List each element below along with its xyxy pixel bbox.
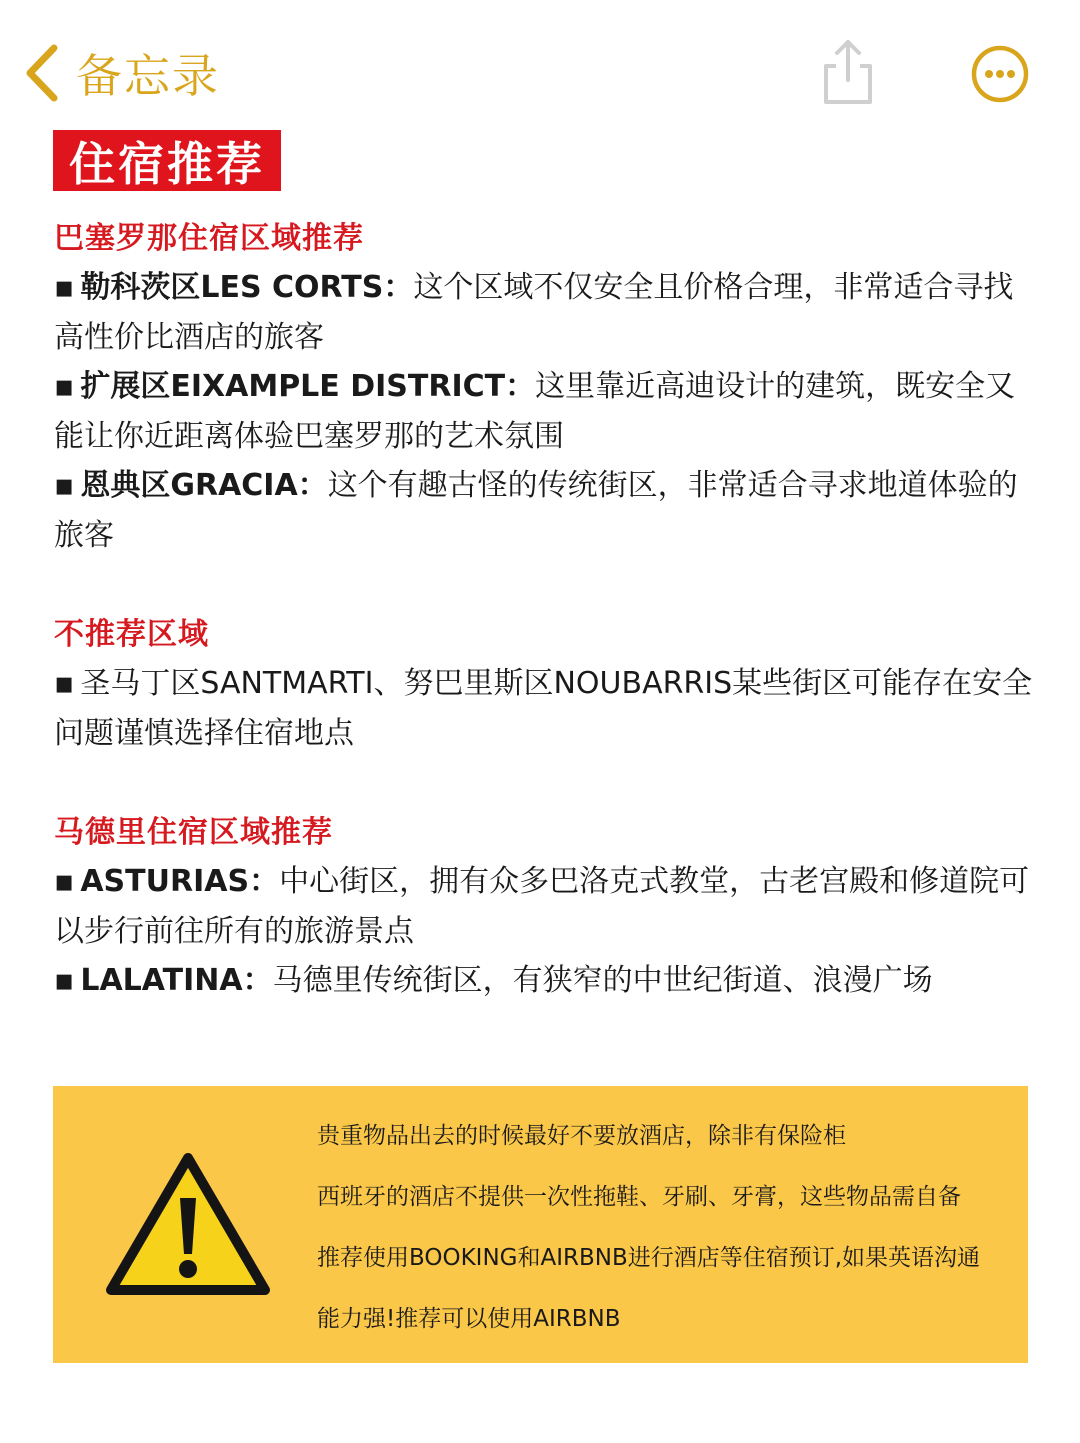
list-item (54, 659, 1034, 758)
list-item (54, 956, 1034, 1006)
list-item (54, 362, 1034, 461)
note-body (54, 214, 1034, 1006)
item-text: 马德里传统街区，有狭窄的中世纪街道、浪漫广场 (272, 963, 933, 998)
item-keyword: 扩展区EIXAMPLE DISTRICT： (80, 369, 536, 404)
list-item (54, 263, 1034, 362)
item-text: 这个区域不仅安全且价格合理，非常适合寻找高性价比酒店的旅客 (54, 270, 1014, 355)
bullet: ▪ (54, 666, 75, 701)
notice-line: 贵重物品出去的时候最好不要放酒店，除非有保险柜 (317, 1123, 846, 1149)
chevron-left-icon (22, 42, 62, 104)
item-keyword: 恩典区GRACIA： (80, 468, 328, 503)
section-heading-not-recommended: 不推荐区域 (54, 617, 209, 652)
notice-text (317, 1106, 1027, 1350)
item-text: 这个有趣古怪的传统街区，非常适合寻求地道体验的旅客 (54, 468, 1018, 553)
list-item (54, 857, 1034, 956)
bullet: ▪ (54, 270, 75, 305)
item-text: 这里靠近高迪设计的建筑，既安全又能让你近距离体验巴塞罗那的艺术氛围 (54, 369, 1016, 454)
back-label: 备忘录 (76, 49, 220, 103)
navigation-bar (0, 0, 1080, 130)
back-button[interactable] (22, 40, 220, 106)
warning-icon (103, 1150, 273, 1300)
bullet: ▪ (54, 963, 75, 998)
notice-box (53, 1086, 1028, 1363)
notice-line: 西班牙的酒店不提供一次性拖鞋、牙刷、牙膏，这些物品需自备 (317, 1184, 961, 1210)
section-heading-madrid: 马德里住宿区域推荐 (54, 815, 333, 850)
section-heading-barcelona: 巴塞罗那住宿区域推荐 (54, 221, 364, 256)
notice-line: 能力强!推荐可以使用AIRBNB (317, 1306, 621, 1332)
item-keyword: 勒科茨区LES CORTS： (80, 270, 414, 305)
notice-line: 推荐使用BOOKING和AIRBNB进行酒店等住宿预订,如果英语沟通 (317, 1245, 981, 1271)
bullet: ▪ (54, 369, 75, 404)
spacer (54, 560, 1034, 610)
item-text: 中心街区，拥有众多巴洛克式教堂，古老宫殿和修道院可以步行前往所有的旅游景点 (54, 864, 1030, 949)
note-title: 住宿推荐 (69, 136, 265, 191)
item-text: 圣马丁区SANTMARTI、努巴里斯区NOUBARRIS某些街区可能存在安全问题谨慎选择住宿地点 (54, 666, 1033, 751)
item-keyword: ASTURIAS： (80, 864, 280, 899)
bullet: ▪ (54, 864, 75, 899)
list-item (54, 461, 1034, 560)
item-keyword: LALATINA： (80, 963, 273, 998)
spacer (54, 758, 1034, 808)
note-title-banner (53, 130, 281, 191)
bullet: ▪ (54, 468, 75, 503)
share-icon[interactable] (818, 36, 878, 106)
more-icon[interactable] (970, 44, 1030, 104)
